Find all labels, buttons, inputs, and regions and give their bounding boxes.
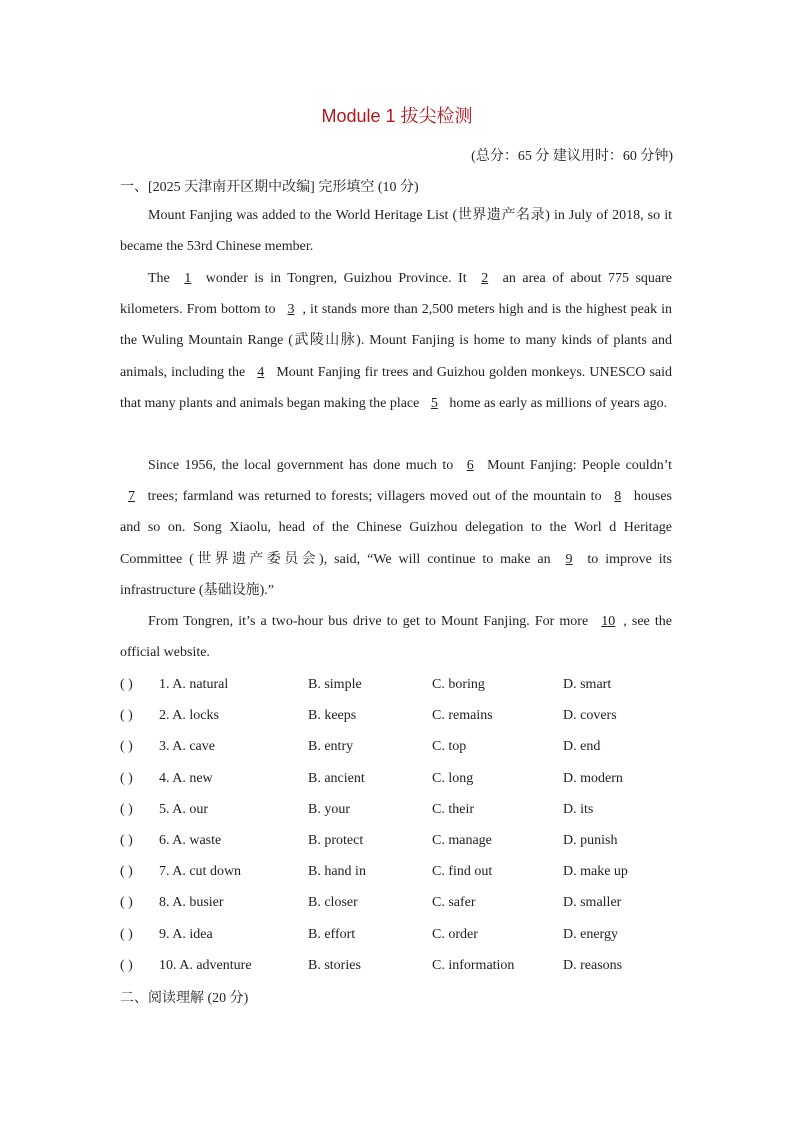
answer-paren[interactable]: ( )	[120, 926, 133, 942]
passage-text: From Tongren, it’s a two-hour bus drive to get to Mount Fanjing. For more	[148, 614, 594, 629]
option-b: B. keeps	[308, 708, 357, 724]
option-d: D. make up	[563, 864, 628, 880]
answer-paren[interactable]: ( )	[120, 708, 133, 724]
page-title: Module 1 拔尖检测	[321, 106, 473, 126]
passage-text: trees; farmland was returned to forests; villagers moved out of the mountain to	[143, 489, 607, 505]
score-time-info: (总分：65 分 建议用时：60 分钟)	[471, 149, 673, 164]
passage-text: The	[148, 271, 177, 286]
question-row	[120, 887, 680, 918]
option-d: D. modern	[563, 770, 623, 786]
option-b: B. closer	[308, 895, 358, 911]
question-options-list	[120, 669, 680, 981]
passage-text: an area of about 775 square kilometers. From bottom to	[120, 271, 672, 318]
blank-1[interactable]: 1	[184, 271, 192, 286]
question-row	[120, 669, 680, 700]
answer-paren[interactable]: ( )	[120, 864, 133, 880]
question-row	[120, 950, 680, 981]
answer-paren[interactable]: ( )	[120, 770, 133, 786]
option-b: B. hand in	[308, 864, 366, 880]
answer-paren[interactable]: ( )	[120, 832, 133, 848]
blank-8[interactable]: 8	[614, 489, 622, 505]
passage-text: , see the official website.	[120, 614, 672, 661]
passage-text: Since 1956, the local government has done much to	[148, 458, 459, 473]
option-d: D. smart	[563, 677, 612, 692]
option-b: B. entry	[308, 739, 354, 755]
blank-4[interactable]: 4	[257, 364, 265, 380]
answer-paren[interactable]: ( )	[120, 801, 133, 817]
option-c: C. remains	[432, 708, 493, 724]
question-row	[120, 856, 680, 887]
passage-paragraph-1	[120, 200, 672, 262]
blank-7[interactable]: 7	[128, 489, 135, 505]
blank-10[interactable]: 10	[601, 614, 616, 629]
question-row	[120, 731, 680, 762]
option-a: 8. A. busier	[159, 895, 224, 911]
option-c: C. information	[432, 957, 515, 973]
section-1-heading: 一、[2025 天津南开区期中改编] 完形填空 (10 分)	[120, 180, 419, 195]
option-a: 6. A. waste	[159, 832, 222, 848]
option-d: D. reasons	[563, 957, 623, 973]
option-d: D. its	[563, 801, 594, 817]
blank-3[interactable]: 3	[287, 302, 295, 318]
section-2-heading: 二、阅读理解 (20 分)	[120, 991, 249, 1006]
blank-9[interactable]: 9	[565, 551, 573, 567]
option-c: C. boring	[432, 677, 485, 692]
passage-text: Mount Fanjing: People couldn’t	[481, 458, 672, 473]
question-row	[120, 919, 680, 950]
option-a: 10. A. adventure	[159, 957, 252, 973]
option-b: B. effort	[308, 926, 356, 942]
passage-paragraph-4	[120, 606, 672, 668]
option-c: C. safer	[432, 895, 476, 911]
option-c: C. top	[432, 739, 467, 755]
option-a: 7. A. cut down	[159, 864, 242, 880]
option-a: 2. A. locks	[159, 708, 219, 724]
question-row	[120, 700, 680, 731]
option-c: C. long	[432, 770, 474, 786]
passage-text: houses and so on. Song Xiaolu, head of the Chinese Guizhou delegation to the Worl d Heritage Committee (世界遗产委员会), said, “We will continue to make an	[120, 489, 672, 567]
option-b: B. protect	[308, 832, 364, 848]
option-d: D. punish	[563, 832, 618, 848]
option-b: B. ancient	[308, 770, 365, 786]
answer-paren[interactable]: ( )	[120, 677, 133, 692]
option-c: C. their	[432, 801, 474, 817]
option-a: 3. A. cave	[159, 739, 215, 755]
passage-paragraph-3	[120, 450, 672, 606]
passage-text: wonder is in Tongren, Guizhou Province. It	[199, 271, 474, 286]
question-row	[120, 794, 680, 825]
passage-text: , it stands more than 2,500 meters high and is the highest peak in the Wuling Mountain Range (武陵山脉). Mount Fanjing is home to many kinds of plants and animals, including the	[120, 302, 672, 380]
question-row	[120, 825, 680, 856]
passage-text: to improve its infrastructure (基础设施).”	[120, 551, 672, 598]
option-c: C. manage	[432, 832, 492, 848]
option-a: 9. A. idea	[159, 926, 213, 942]
option-a: 1. A. natural	[159, 677, 229, 692]
answer-paren[interactable]: ( )	[120, 957, 133, 973]
passage-text: home as early as millions of years ago.	[445, 395, 668, 411]
option-c: C. order	[432, 926, 478, 942]
option-b: B. stories	[308, 957, 361, 973]
option-c: C. find out	[432, 864, 493, 880]
passage-text: Mount Fanjing fir trees and Guizhou golden monkeys. UNESCO said that many plants and animals began making the place	[120, 364, 672, 411]
option-d: D. end	[563, 739, 601, 755]
option-a: 5. A. our	[159, 801, 208, 817]
option-d: D. energy	[563, 926, 618, 942]
answer-paren[interactable]: ( )	[120, 895, 133, 911]
passage-text: Mount Fanjing was added to the World Heritage List (世界遗产名录) in July of 2018, so it became the 53rd Chinese member.	[120, 208, 672, 255]
answer-paren[interactable]: ( )	[120, 739, 133, 755]
blank-2[interactable]: 2	[481, 271, 489, 286]
option-d: D. smaller	[563, 895, 622, 911]
option-d: D. covers	[563, 708, 617, 724]
option-a: 4. A. new	[159, 770, 213, 786]
option-b: B. simple	[308, 677, 362, 692]
passage-paragraph-2	[120, 263, 672, 419]
option-b: B. your	[308, 801, 350, 817]
blank-5[interactable]: 5	[430, 395, 438, 411]
question-row	[120, 763, 680, 794]
blank-6[interactable]: 6	[466, 458, 474, 473]
